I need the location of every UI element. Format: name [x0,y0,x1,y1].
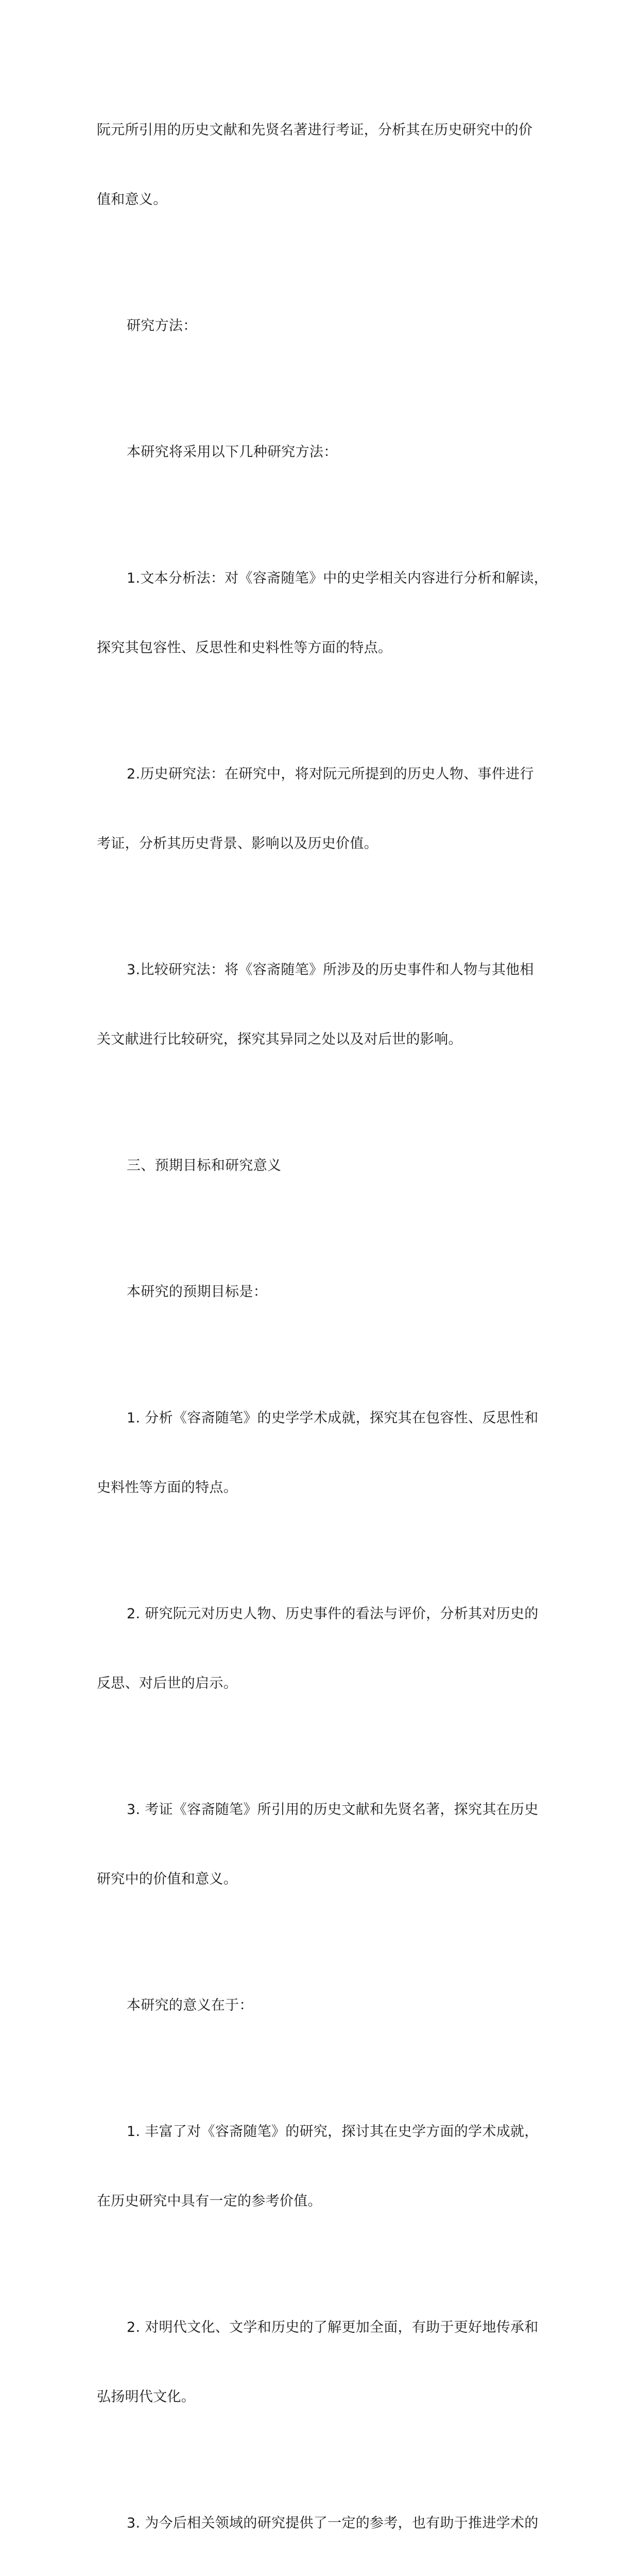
text-line: 2. 对明代文化、文学和历史的了解更加全面，有助于更好地传承和 [127,2319,539,2335]
text-line: 阮元所引用的历史文献和先贤名著进行考证，分析其在历史研究中的价 [97,122,533,138]
section-heading-methods [97,268,560,384]
list-item-method-3 [97,912,560,1097]
text-line: 研究方法： [127,318,197,334]
text-line: 本研究将采用以下几种研究方法： [127,444,338,460]
list-item-significance-3 [97,2465,560,2576]
list-item-method-1 [97,520,560,706]
text-line: 2.历史研究法：在研究中，将对阮元所提到的历史人物、事件进行 [127,766,534,782]
text-line: 探究其包容性、反思性和史料性等方面的特点。 [97,640,392,656]
text-line: 考证，分析其历史背景、影响以及历史价值。 [97,836,378,852]
text-line: 3.比较研究法：将《容斋随笔》所涉及的历史事件和人物与其他相 [127,962,534,978]
text-line: 本研究的意义在于： [127,1997,253,2013]
list-item-significance-1 [97,2074,560,2259]
text-line: 本研究的预期目标是： [127,1284,267,1300]
list-item-significance-2 [97,2269,560,2455]
text-line: 3. 考证《容斋随笔》所引用的历史文献和先贤名著，探究其在历史 [127,1802,539,1818]
text-line: 研究中的价值和意义。 [97,1871,237,1887]
text-line: 1. 丰富了对《容斋随笔》的研究，探讨其在史学方面的学术成就， [127,2124,539,2140]
paragraph-significance-intro [97,1947,560,2063]
text-line: 2. 研究阮元对历史人物、历史事件的看法与评价，分析其对历史的 [127,1606,539,1622]
text-line: 1.文本分析法：对《容斋随笔》中的史学相关内容进行分析和解读， [127,570,548,586]
section-heading-goals [97,1108,560,1224]
list-item-goal-3 [97,1752,560,1937]
paragraph-goals-intro [97,1234,560,1350]
document-page [97,72,560,2576]
paragraph-methods-intro [97,394,560,510]
text-line: 弘扬明代文化。 [97,2389,196,2405]
text-line: 关文献进行比较研究，探究其异同之处以及对后世的影响。 [97,1031,462,1047]
text-line: 在历史研究中具有一定的参考价值。 [97,2193,322,2209]
text-line: 三、预期目标和研究意义 [127,1158,282,1174]
text-line: 1. 分析《容斋随笔》的史学学术成就，探究其在包容性、反思性和 [127,1410,539,1426]
text-line: 值和意义。 [97,192,167,208]
list-item-goal-2 [97,1556,560,1741]
paragraph-continuation [97,72,560,258]
text-line: 史料性等方面的特点。 [97,1480,237,1496]
list-item-method-2 [97,716,560,902]
list-item-goal-1 [97,1360,560,1546]
text-line: 反思、对后世的启示。 [97,1675,237,1691]
text-line: 3. 为今后相关领域的研究提供了一定的参考，也有助于推进学术的 [127,2515,539,2531]
